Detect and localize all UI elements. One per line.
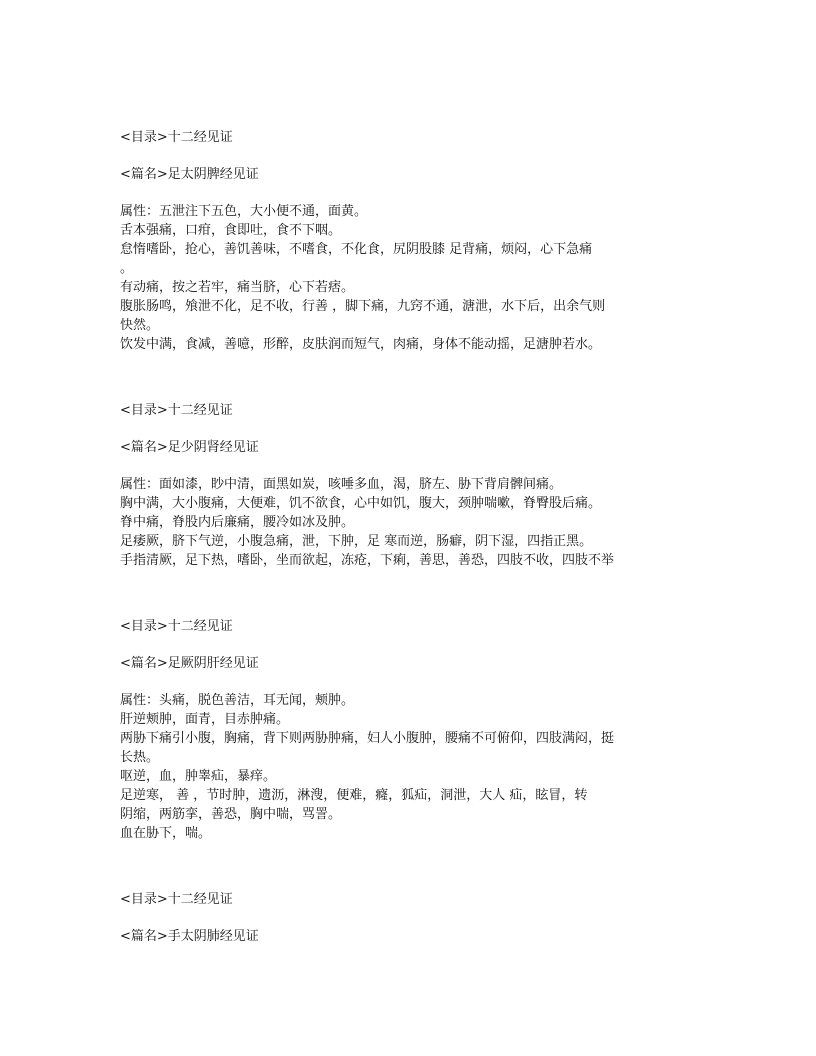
section-body — [120, 475, 660, 570]
text-line: 腹胀肠鸣，飧泄不化，足不收，行善 ，脚下痛，九窍不通，溏泄，水下后，出余气则 — [120, 299, 606, 314]
toc-heading: <目录>十二经见证 — [120, 892, 233, 907]
text-line: 属性：面如漆，眇中清，面黑如炭，咳唾多血，渴，脐左、胁下背肩髀间痛。 — [120, 477, 563, 492]
text-line: 手指清厥，足下热，嗜卧，坐而欲起，冻疮，下痢，善思，善恐，四肢不收，四肢不举 — [120, 553, 615, 568]
text-line: 血在胁下，喘。 — [120, 826, 212, 841]
text-line: 舌本强痛，口疳，食即吐，食不下咽。 — [120, 223, 342, 238]
toc-heading: <目录>十二经见证 — [120, 130, 233, 145]
text-line: 属性：五泄注下五色，大小便不通，面黄。 — [120, 204, 368, 219]
text-line: 足逆寒， 善 ，节时肿，遗沥，淋溲，便难，癃，狐疝，洞泄，大人 疝，眩冒，转 — [120, 788, 588, 803]
toc-heading: <目录>十二经见证 — [120, 403, 233, 418]
chapter-title: <篇名>足厥阴肝经见证 — [120, 656, 259, 671]
toc-heading: <目录>十二经见证 — [120, 619, 233, 634]
text-line: 脊中痛，脊股内后廉痛，腰冷如冰及肿。 — [120, 515, 355, 530]
section-body — [120, 691, 660, 843]
section-liver — [120, 617, 660, 843]
text-line: 长热。 — [120, 750, 160, 765]
text-line: 阴缩，两筋挛，善恐，胸中喘，骂詈。 — [120, 807, 342, 822]
text-line: 快然。 — [120, 318, 160, 333]
text-line: 呕逆，血，肿睾疝，暴痒。 — [120, 769, 277, 784]
text-line: 怠惰嗜卧，抢心，善饥善味，不嗜食，不化食，尻阴股膝 足背痛，烦闷，心下急痛 — [120, 242, 593, 257]
section-kidney — [120, 401, 660, 570]
text-line: 有动痛，按之若牢，痛当脐，心下若痞。 — [120, 280, 355, 295]
chapter-title: <篇名>足太阴脾经见证 — [120, 167, 259, 182]
text-line: 饮发中满，食减，善噫，形醉，皮肤润而短气，肉痛，身体不能动摇，足溏肿若水。 — [120, 337, 602, 352]
chapter-title: <篇名>足少阴肾经见证 — [120, 440, 259, 455]
text-line: 足痿厥，脐下气逆，小腹急痛，泄，下肿，足 寒而逆，肠癖，阴下湿，四指正黑。 — [120, 534, 593, 549]
section-spleen — [120, 128, 660, 354]
text-line: 。 — [120, 261, 134, 276]
section-lung — [120, 890, 660, 946]
section-body — [120, 202, 660, 354]
text-line: 两胁下痛引小腹，胸痛，背下则两胁肿痛，妇人小腹肿，腰痛不可俯仰，四肢满闷，挺 — [120, 731, 615, 746]
text-line: 属性：头痛，脱色善洁，耳无闻，颊肿。 — [120, 693, 355, 708]
text-line: 胸中满，大小腹痛，大便难，饥不欲食，心中如饥，腹大，颈肿喘嗽，脊臀股后痛。 — [120, 496, 602, 511]
chapter-title: <篇名>手太阴肺经见证 — [120, 929, 259, 944]
document-page — [120, 128, 660, 964]
text-line: 肝逆颊肿，面青，目赤肿痛。 — [120, 712, 290, 727]
